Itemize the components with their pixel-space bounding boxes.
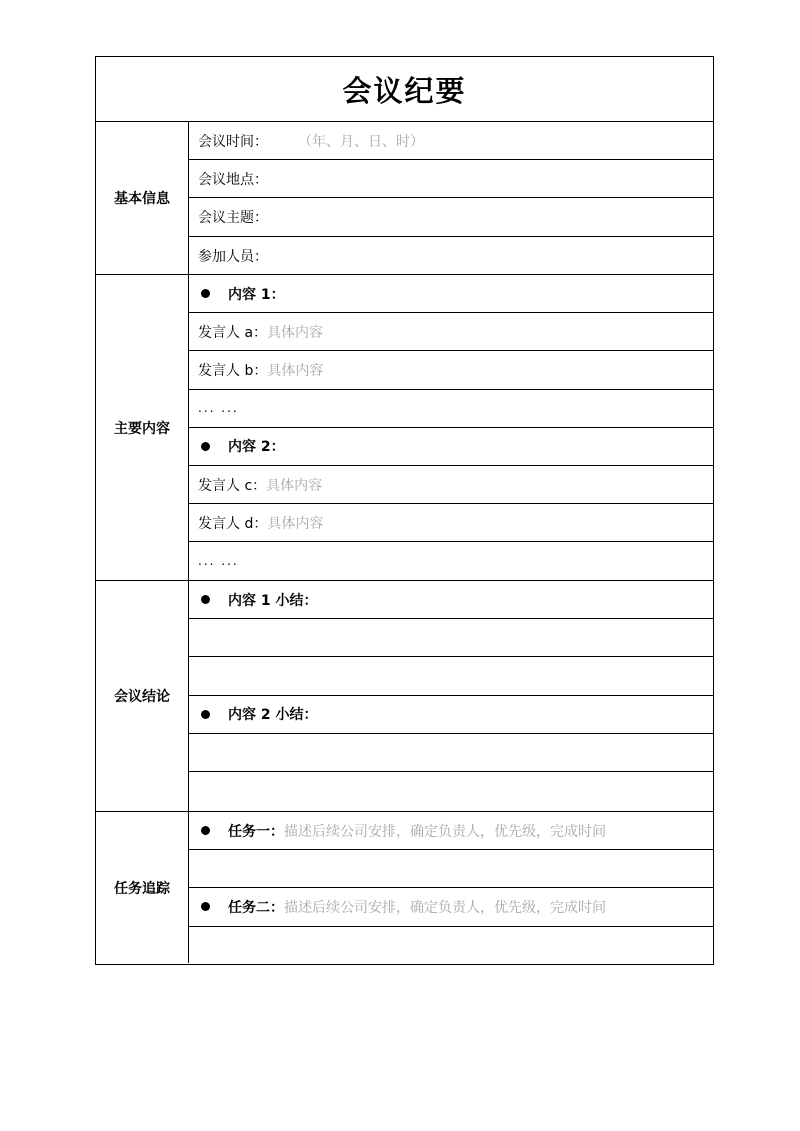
ellipsis-text: ... ... [198, 401, 239, 416]
bullet-icon [201, 826, 210, 835]
section-label-conclusion: 会议结论 [96, 581, 189, 811]
section-basic-info [96, 122, 713, 275]
section-label-basic-info: 基本信息 [96, 122, 189, 274]
meeting-topic-label: 会议主题： [198, 209, 268, 226]
content-item-1-row[interactable] [189, 275, 713, 313]
section-label-tasks: 任务追踪 [96, 812, 189, 963]
section-tasks [96, 812, 713, 963]
speaker-c-hint: 具体内容 [266, 477, 323, 494]
speaker-a-row[interactable] [189, 313, 713, 351]
bullet-icon [201, 442, 210, 451]
summary-1-blank-row-1[interactable] [189, 619, 713, 657]
task-2-blank-row[interactable] [189, 927, 713, 965]
content-item-2-title: 内容 2： [228, 439, 285, 456]
meeting-topic-row[interactable] [189, 198, 713, 236]
ellipsis-row-1[interactable] [189, 390, 713, 428]
task-1-blank-row[interactable] [189, 850, 713, 888]
bullet-icon [201, 595, 210, 604]
speaker-c-label: 发言人 c： [198, 477, 267, 494]
section-label-main-content: 主要内容 [96, 275, 189, 580]
summary-2-title: 内容 2 小结： [228, 707, 318, 724]
summary-2-blank-row-1[interactable] [189, 734, 713, 772]
conclusion-rows [189, 581, 713, 810]
speaker-b-row[interactable] [189, 351, 713, 389]
attendees-label: 参加人员： [198, 248, 268, 265]
ellipsis-text: ... ... [198, 554, 239, 569]
meeting-place-row[interactable] [189, 160, 713, 198]
speaker-b-label: 发言人 b： [198, 362, 268, 379]
summary-1-blank-row-2[interactable] [189, 657, 713, 695]
task-2-hint: 描述后续公司安排，确定负责人，优先级，完成时间 [284, 899, 606, 916]
speaker-d-hint: 具体内容 [267, 515, 324, 532]
task-rows [189, 812, 713, 965]
section-conclusion [96, 581, 713, 812]
ellipsis-row-2[interactable] [189, 542, 713, 580]
summary-1-title: 内容 1 小结： [228, 592, 318, 609]
meeting-time-row[interactable] [189, 122, 713, 160]
meeting-time-hint: （年、月、日、时） [298, 133, 424, 150]
task-1-row[interactable] [189, 812, 713, 850]
attendees-row[interactable] [189, 237, 713, 275]
summary-1-row[interactable] [189, 581, 713, 619]
content-item-2-row[interactable] [189, 428, 713, 466]
bullet-icon [201, 710, 210, 719]
title-row [96, 57, 713, 122]
bullet-icon [201, 902, 210, 911]
main-content-rows [189, 275, 713, 581]
meeting-time-label: 会议时间： [198, 133, 268, 150]
basic-info-rows [189, 122, 713, 275]
speaker-c-row[interactable] [189, 466, 713, 504]
speaker-d-row[interactable] [189, 504, 713, 542]
task-2-row[interactable] [189, 888, 713, 926]
section-main-content [96, 275, 713, 581]
speaker-a-hint: 具体内容 [267, 324, 324, 341]
page-title: 会议纪要 [342, 73, 467, 108]
speaker-a-label: 发言人 a： [198, 324, 268, 341]
speaker-d-label: 发言人 d： [198, 515, 268, 532]
summary-2-row[interactable] [189, 696, 713, 734]
summary-2-blank-row-2[interactable] [189, 772, 713, 810]
task-2-label: 任务二： [228, 899, 284, 916]
bullet-icon [201, 289, 210, 298]
content-item-1-title: 内容 1： [228, 286, 285, 303]
meeting-minutes-form [95, 56, 714, 965]
task-1-label: 任务一： [228, 823, 284, 840]
speaker-b-hint: 具体内容 [267, 362, 324, 379]
meeting-place-label: 会议地点： [198, 171, 268, 188]
task-1-hint: 描述后续公司安排，确定负责人，优先级，完成时间 [284, 823, 606, 840]
